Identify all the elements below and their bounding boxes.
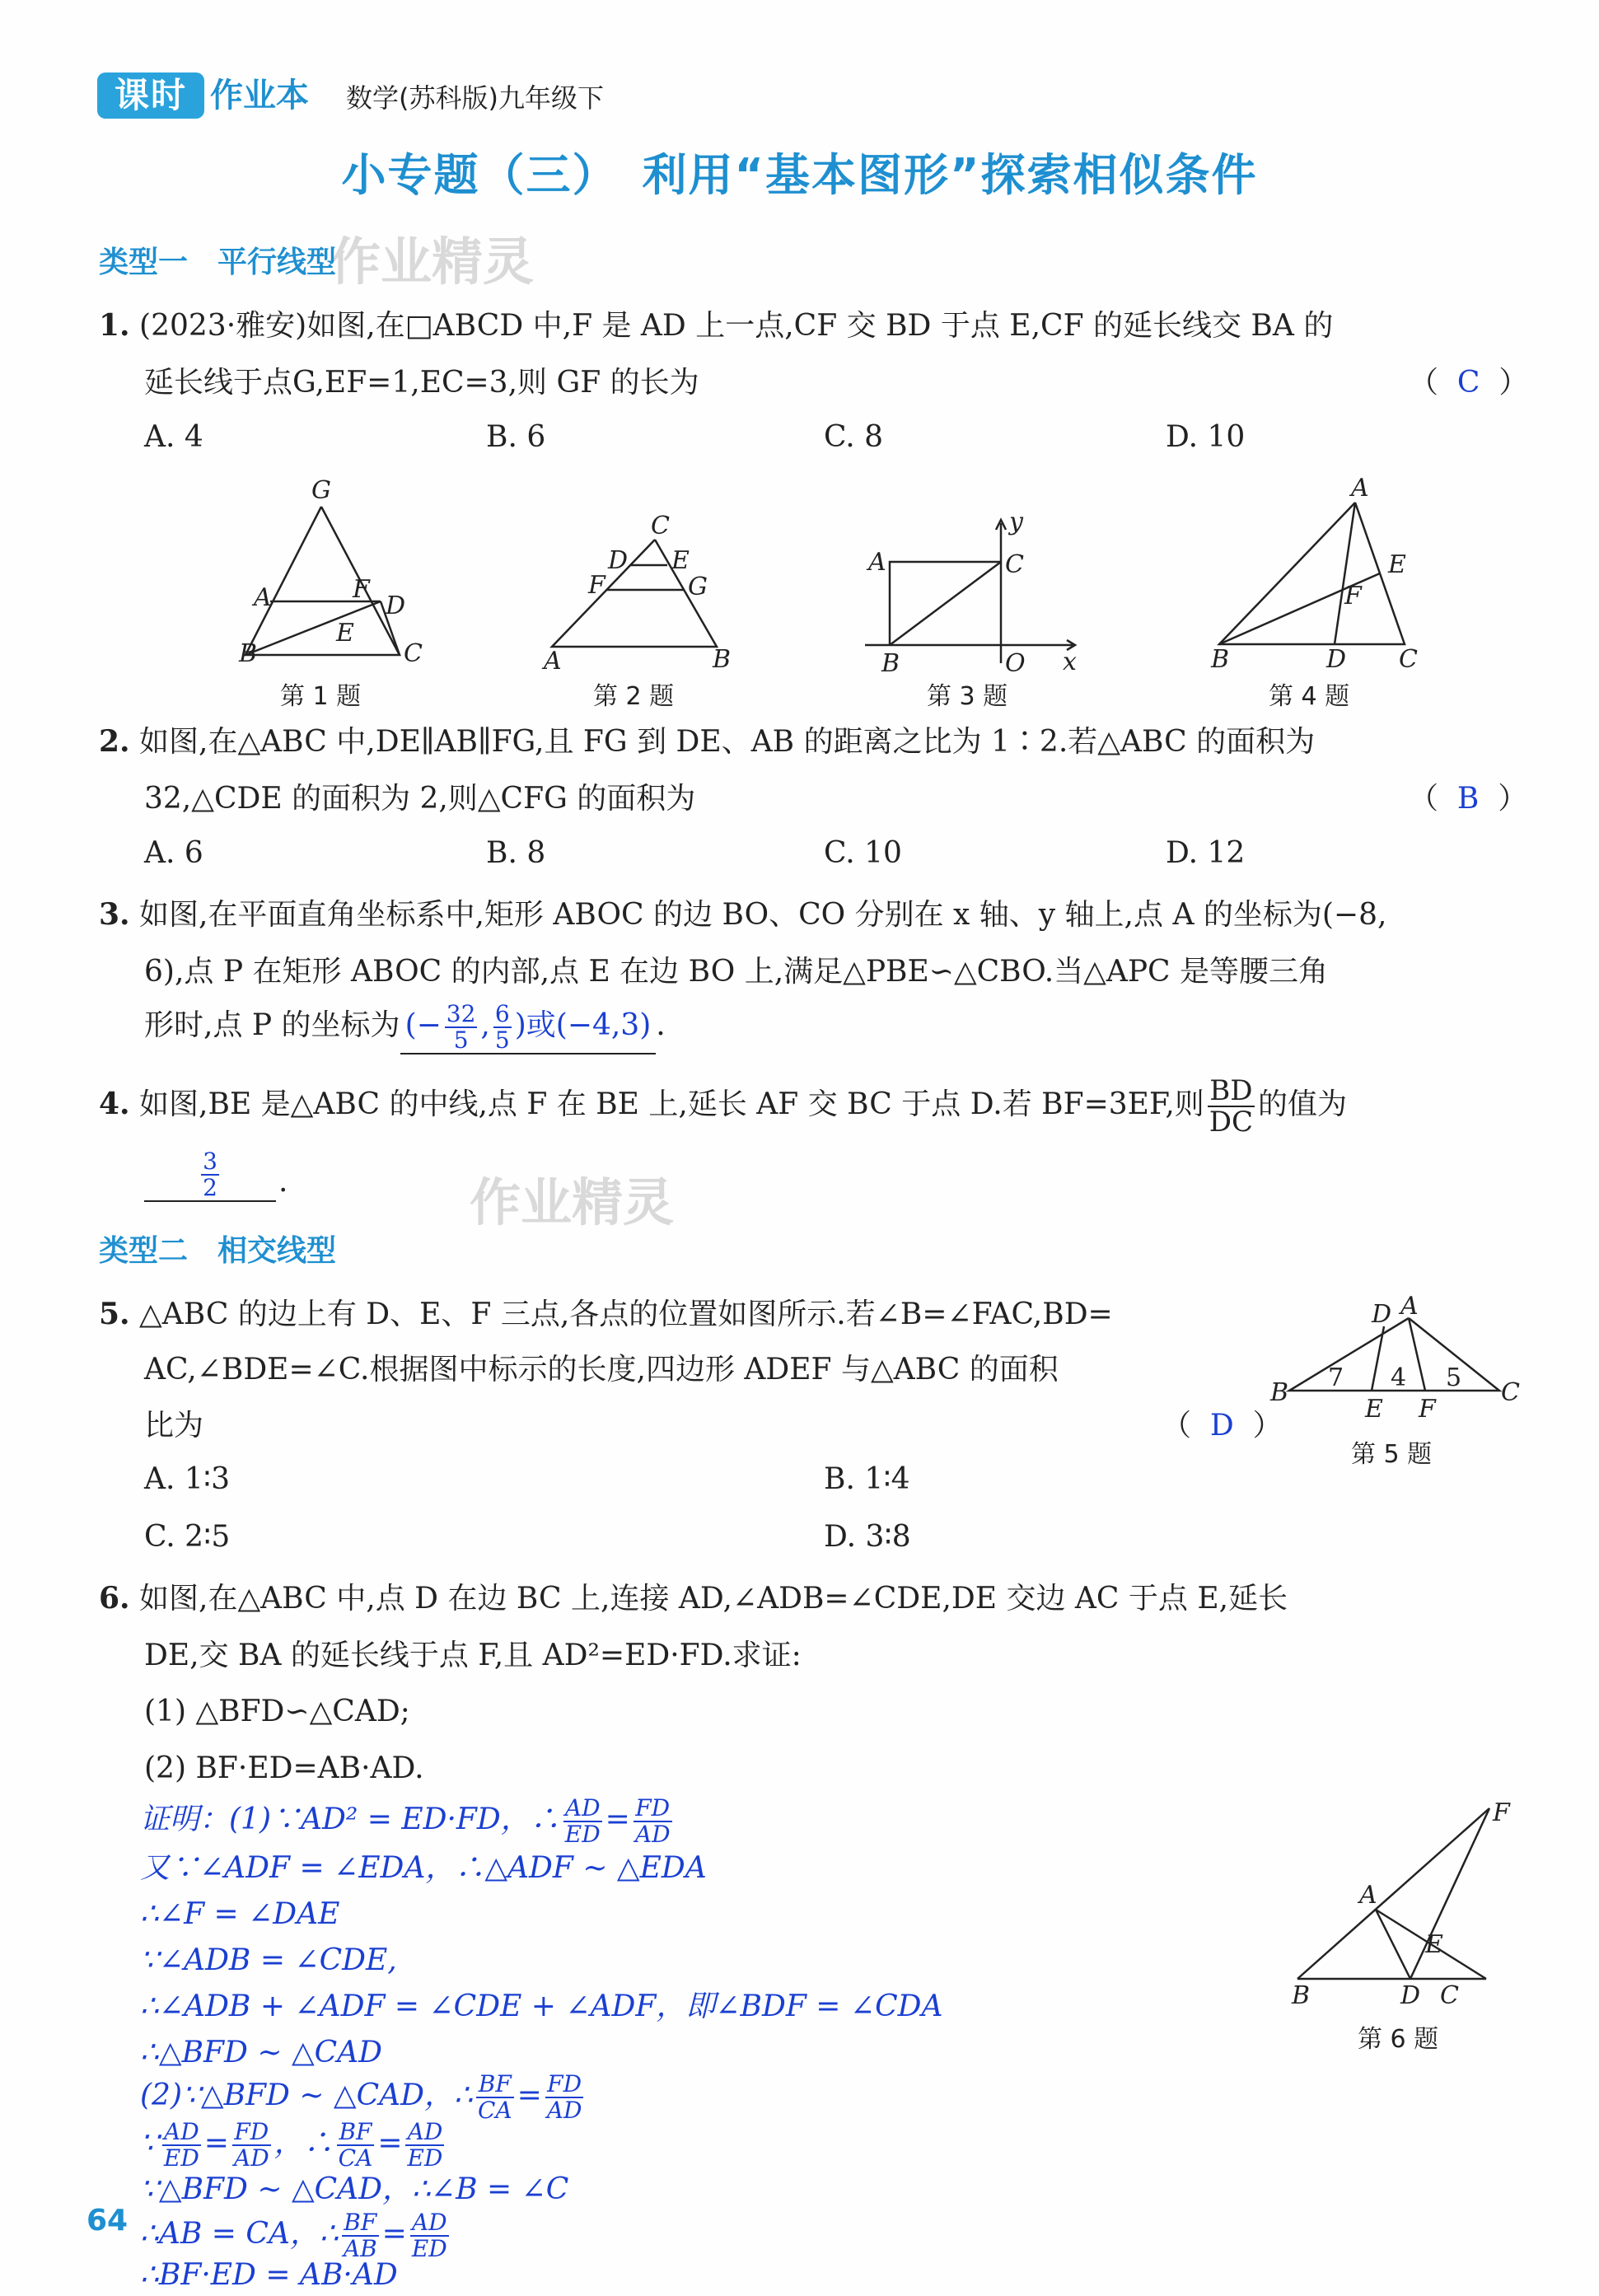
proof-line-6: ∴△BFD ∼ △CAD bbox=[140, 2036, 383, 2069]
fig1-triangle bbox=[245, 507, 400, 655]
fig3-label-c: C bbox=[1005, 550, 1024, 579]
section-heading-1: 类型一 平行线型 bbox=[99, 245, 337, 279]
question-text: 形时,点 P 的坐标为 bbox=[144, 1008, 400, 1042]
proof-line-1 bbox=[140, 1796, 676, 1847]
proof-line-9: ∵△BFD ∼ △CAD，∴∠B = ∠C bbox=[140, 2172, 569, 2206]
question-5 bbox=[99, 1285, 1113, 1344]
fig4-label-c: C bbox=[1399, 645, 1418, 674]
question-text: 如图,在△ABC 中,DE∥AB∥FG,且 FG 到 DE、AB 的距离之比为 1∶2.若△ABC 的面积为 bbox=[139, 725, 1316, 759]
fig5-label-e: E bbox=[1365, 1395, 1383, 1424]
numerator: FD bbox=[634, 1796, 672, 1822]
fig1-label-a: A bbox=[254, 583, 272, 612]
question-2 bbox=[99, 713, 1315, 771]
proof-text: (2)∵△BFD ∼ △CAD，∴ bbox=[140, 2079, 473, 2112]
figure-4-caption: 第 4 题 bbox=[1269, 682, 1350, 711]
answer-part: (− bbox=[404, 1008, 442, 1042]
fig1-label-d: D bbox=[386, 592, 406, 620]
figure-2-caption: 第 2 题 bbox=[593, 682, 675, 711]
denominator: ED bbox=[411, 2235, 447, 2262]
fig4-label-d: D bbox=[1326, 645, 1347, 674]
numerator: AD bbox=[410, 2210, 449, 2237]
question-6-part2: (2) BF·ED=AB·AD. bbox=[144, 1751, 424, 1785]
fraction bbox=[476, 2072, 514, 2123]
question-3-line3 bbox=[144, 997, 666, 1054]
question-number: 3. bbox=[99, 897, 130, 932]
denominator: CA bbox=[338, 2144, 373, 2172]
fig5-label-c: C bbox=[1501, 1378, 1520, 1407]
denominator: AD bbox=[634, 1821, 671, 1848]
proof-line-4: ∵∠ADB = ∠CDE, bbox=[140, 1943, 397, 1977]
fig2-label-f: F bbox=[588, 571, 605, 600]
fig2-label-a: A bbox=[544, 647, 562, 676]
fig2-label-b: B bbox=[713, 645, 732, 674]
question-number: 6. bbox=[99, 1581, 130, 1616]
question-1-line2: 延长线于点G,EF=1,EC=3,则 GF 的长为 bbox=[144, 366, 699, 400]
figure-3 bbox=[857, 507, 1087, 680]
question-number: 1. bbox=[99, 308, 130, 343]
answer-blank bbox=[400, 1002, 657, 1054]
denominator: ED bbox=[407, 2144, 443, 2172]
denominator: AD bbox=[233, 2144, 269, 2172]
question-text: 如图,在△ABC 中,点 D 在边 BC 上,连接 AD,∠ADB=∠CDE,DE 交边 AC 于点 E,延长 bbox=[139, 1582, 1288, 1616]
proof-line-3: ∴∠F = ∠DAE bbox=[140, 1897, 340, 1931]
option-c: C. 2∶5 bbox=[144, 1520, 231, 1554]
answer-choice: B bbox=[1456, 782, 1480, 816]
answer-fraction bbox=[493, 1002, 512, 1053]
fig6-df bbox=[1410, 1808, 1489, 1979]
option-c: C. 10 bbox=[824, 836, 902, 870]
fraction bbox=[634, 1796, 672, 1847]
figure-6 bbox=[1277, 1788, 1524, 2027]
question-text: (2023·雅安)如图,在□ABCD 中,F 是 AD 上一点,CF 交 BD 于点 E,CF 的延长线交 BA 的 bbox=[139, 309, 1334, 343]
fig3-bc bbox=[890, 562, 1001, 645]
denominator: AB bbox=[343, 2235, 377, 2262]
fraction bbox=[405, 2120, 444, 2171]
numerator: FD bbox=[232, 2120, 271, 2146]
answer-choice: D bbox=[1209, 1409, 1234, 1443]
proof-text: ，∴ bbox=[274, 2126, 334, 2160]
fig4-label-e: E bbox=[1388, 550, 1406, 579]
question-number: 4. bbox=[99, 1087, 130, 1121]
question-1 bbox=[99, 297, 1333, 355]
fig3-label-x: x bbox=[1063, 648, 1077, 676]
question-6 bbox=[99, 1569, 1288, 1628]
fraction bbox=[162, 2120, 201, 2171]
figure-3-caption: 第 3 题 bbox=[927, 682, 1008, 711]
option-b: B. 6 bbox=[486, 420, 546, 454]
fraction bbox=[410, 2210, 449, 2261]
question-5-line2: AC,∠BDE=∠C.根据图中标示的长度,四边形 ADEF 与△ABC 的面积 bbox=[144, 1353, 1059, 1386]
fig2-label-g: G bbox=[688, 573, 708, 601]
fig4-label-b: B bbox=[1211, 645, 1230, 674]
proof-text: = bbox=[377, 2126, 403, 2160]
answer-bracket: （ C ） bbox=[1409, 366, 1529, 400]
denominator: ED bbox=[564, 1821, 601, 1848]
fig6-label-f: F bbox=[1493, 1798, 1510, 1827]
option-d: D. 10 bbox=[1166, 420, 1246, 454]
watermark: 作业精灵 bbox=[470, 1172, 675, 1232]
proof-line-11: ∴BF·ED = AB·AD bbox=[140, 2258, 398, 2292]
fig3-label-b: B bbox=[881, 649, 900, 678]
answer-part: , bbox=[480, 1008, 490, 1042]
numerator: BF bbox=[342, 2210, 379, 2237]
proof-line-5: ∴∠ADB + ∠ADF = ∠CDE + ∠ADF，即∠BDF = ∠CDA bbox=[140, 1990, 943, 2023]
fig5-label-d: D bbox=[1372, 1300, 1392, 1329]
header-badge: 课时 bbox=[97, 72, 204, 119]
denominator: 2 bbox=[203, 1174, 217, 1201]
option-a: A. 1∶3 bbox=[144, 1462, 231, 1496]
option-b: B. 1∶4 bbox=[824, 1462, 910, 1496]
denominator: 5 bbox=[453, 1026, 469, 1054]
answer-bracket: （ D ） bbox=[1162, 1409, 1283, 1443]
denominator: DC bbox=[1209, 1106, 1254, 1139]
fig6-bf bbox=[1297, 1808, 1489, 1979]
question-6-part1: (1) △BFD∽△CAD; bbox=[144, 1695, 410, 1728]
proof-text: = bbox=[517, 2079, 542, 2112]
denominator: CA bbox=[477, 2097, 512, 2124]
question-number: 2. bbox=[99, 724, 130, 759]
fig4-label-f: F bbox=[1344, 582, 1362, 610]
proof-line-8 bbox=[140, 2120, 447, 2171]
question-3 bbox=[99, 886, 1386, 944]
fig1-label-b: B bbox=[239, 639, 258, 668]
fig1-label-f: F bbox=[353, 575, 370, 604]
denominator: ED bbox=[163, 2144, 199, 2172]
period: . bbox=[278, 1165, 288, 1199]
option-a: A. 6 bbox=[144, 836, 203, 870]
numerator: FD bbox=[545, 2072, 584, 2098]
answer-blank bbox=[144, 1149, 276, 1202]
fraction bbox=[563, 1796, 602, 1847]
fig4-ad bbox=[1335, 503, 1355, 644]
proof-text: = bbox=[605, 1803, 630, 1836]
answer-fraction bbox=[445, 1002, 478, 1053]
fig1-label-g: G bbox=[311, 476, 331, 505]
numerator: 6 bbox=[494, 1000, 510, 1027]
fig3-label-o: O bbox=[1005, 649, 1026, 678]
header-subtitle: 数学(苏科版)九年级下 bbox=[346, 82, 604, 114]
header-title: 作业本 bbox=[210, 77, 309, 115]
numerator: 32 bbox=[446, 1000, 476, 1027]
figure-1 bbox=[222, 470, 428, 676]
proof-line-10 bbox=[140, 2210, 452, 2261]
fraction bbox=[337, 2120, 375, 2171]
section-heading-2: 类型二 相交线型 bbox=[99, 1234, 337, 1268]
period: . bbox=[656, 1008, 666, 1042]
fig3-label-a: A bbox=[868, 548, 886, 577]
fig5-length-4: 4 bbox=[1391, 1363, 1407, 1392]
numerator: AD bbox=[405, 2120, 444, 2146]
figure-5 bbox=[1269, 1285, 1520, 1424]
question-5-line3: 比为 bbox=[144, 1409, 204, 1443]
proof-text: = bbox=[381, 2217, 407, 2251]
figure-4 bbox=[1203, 470, 1425, 676]
question-6-line2: DE,交 BA 的延长线于点 F,且 AD²=ED·FD.求证: bbox=[144, 1639, 802, 1672]
numerator: BF bbox=[337, 2120, 375, 2146]
proof-text: = bbox=[203, 2126, 229, 2160]
fraction bbox=[545, 2072, 584, 2123]
option-d: D. 12 bbox=[1166, 836, 1246, 870]
fig5-label-f: F bbox=[1419, 1395, 1436, 1424]
figure-5-caption: 第 5 题 bbox=[1351, 1440, 1433, 1469]
figure-6-caption: 第 6 题 bbox=[1358, 2025, 1439, 2054]
fig2-label-c: C bbox=[651, 512, 670, 540]
fraction bbox=[232, 2120, 271, 2171]
fig6-label-c: C bbox=[1440, 1981, 1459, 2010]
question-text: △ABC 的边上有 D、E、F 三点,各点的位置如图所示.若∠B=∠FAC,BD= bbox=[139, 1298, 1113, 1331]
denominator: 5 bbox=[494, 1026, 510, 1054]
figure-2 bbox=[535, 511, 741, 676]
numerator: BF bbox=[476, 2072, 514, 2098]
answer-part: )或(−4,3) bbox=[514, 1008, 652, 1042]
answer-choice: C bbox=[1456, 366, 1480, 400]
fig5-label-a: A bbox=[1400, 1292, 1419, 1321]
proof-text: ∴AB = CA，∴ bbox=[140, 2217, 339, 2251]
question-number: 5. bbox=[99, 1297, 130, 1331]
question-text: 的值为 bbox=[1258, 1087, 1348, 1121]
option-d: D. 3∶8 bbox=[824, 1520, 911, 1554]
fig1-label-c: C bbox=[404, 639, 423, 668]
fig4-label-a: A bbox=[1351, 474, 1369, 503]
fig6-label-e: E bbox=[1425, 1930, 1443, 1959]
watermark: 作业精灵 bbox=[330, 231, 535, 292]
fig6-label-a: A bbox=[1359, 1881, 1377, 1910]
numerator: AD bbox=[162, 2120, 201, 2146]
option-a: A. 4 bbox=[144, 420, 203, 454]
fig6-label-d: D bbox=[1400, 1981, 1421, 2010]
numerator: 3 bbox=[203, 1148, 217, 1175]
question-3-line2: 6),点 P 在矩形 ABOC 的内部,点 E 在边 BO 上,满足△PBE∽△CBO.当△APC 是等腰三角 bbox=[144, 955, 1329, 989]
page-number: 64 bbox=[86, 2204, 129, 2238]
question-4 bbox=[99, 1075, 1347, 1137]
proof-line-2: 又∵∠ADF = ∠EDA，∴△ADF ∼ △EDA bbox=[140, 1851, 707, 1885]
fig1-label-e: E bbox=[336, 619, 354, 648]
proof-text: ∵ bbox=[140, 2126, 159, 2160]
question-2-line2: 32,△CDE 的面积为 2,则△CFG 的面积为 bbox=[144, 782, 696, 816]
ratio-fraction bbox=[1208, 1076, 1255, 1137]
numerator: BD bbox=[1208, 1076, 1255, 1107]
proof-line-7 bbox=[140, 2072, 587, 2123]
fraction bbox=[342, 2210, 379, 2261]
fig2-label-e: E bbox=[671, 546, 690, 575]
answer-fraction bbox=[201, 1149, 219, 1200]
fig3-label-y: y bbox=[1009, 507, 1023, 536]
fig4-triangle bbox=[1219, 503, 1405, 644]
fig5-label-b: B bbox=[1270, 1378, 1289, 1407]
fig2-label-d: D bbox=[608, 546, 629, 575]
option-c: C. 8 bbox=[824, 420, 884, 454]
page-title: 小专题（三） 利用“基本图形”探索相似条件 bbox=[341, 149, 1258, 201]
option-b: B. 8 bbox=[486, 836, 546, 870]
figure-1-caption: 第 1 题 bbox=[280, 682, 362, 711]
answer-bracket: （ B ） bbox=[1409, 782, 1528, 816]
fig5-length-5: 5 bbox=[1446, 1363, 1462, 1392]
denominator: AD bbox=[546, 2097, 582, 2124]
fig6-label-b: B bbox=[1292, 1981, 1311, 2010]
question-text: 如图,在平面直角坐标系中,矩形 ABOC 的边 BO、CO 分别在 x 轴、y 轴上,点 A 的坐标为(−8, bbox=[139, 898, 1387, 932]
question-text: 如图,BE 是△ABC 的中线,点 F 在 BE 上,延长 AF 交 BC 于点 D.若 BF=3EF,则 bbox=[139, 1087, 1204, 1121]
proof-text: 证明：(1)∵AD² = ED·FD，∴ bbox=[140, 1803, 560, 1836]
numerator: AD bbox=[563, 1796, 602, 1822]
fig5-length-7: 7 bbox=[1328, 1363, 1344, 1392]
